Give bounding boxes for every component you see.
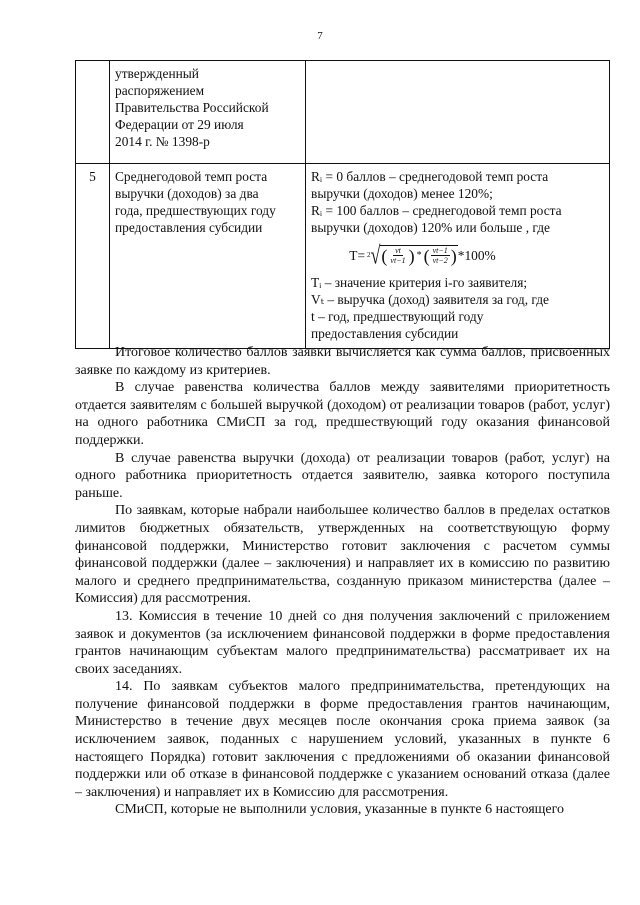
paragraph: СМиСП, которые не выполнили условия, указанные в пункте 6 настоящего [115,802,565,818]
body-text [75,344,610,819]
scoring-cell [306,164,610,349]
fraction-2 [431,246,450,265]
criterion-line: выручки (доходов) за два [115,186,259,201]
table-row [76,61,610,164]
fraction-2-numerator: vt−1 [432,246,448,255]
criterion-line: распоряжением [115,83,205,98]
paren-close-icon: ) [450,245,457,266]
fraction-1-denominator: vt−1 [390,256,406,265]
row-number: 5 [76,164,110,349]
paragraph: 14. По заявкам субъектов малого предпринимательства, претендующих на получение финансовой поддержки в форме предоставления грантов начинающим, Министерство в течение двух месяцев после окончания срока приема заявок (за исключением заявок, поданных с нарушением условий, указанных в пункте 6 настоящего Порядка) готовит заключения с предложениями об оказании финансовой поддержки или об отказе в финансовой поддержке с указанием оснований отказа (далее – заключения) и направляет их в Комиссию для рассмотрения. [75,679,610,800]
criterion-line: года, предшествующих году [115,203,276,218]
scoring-line: предоставления субсидии [311,326,459,341]
scoring-line: выручки (доходов) менее 120%; [311,186,493,201]
scoring-line: Tᵢ – значение критерия i-го заявителя; [311,275,528,290]
criterion-line: Правительства Российской [115,100,269,115]
criterion-line: утвержденный [115,66,199,81]
fraction-1 [388,246,407,265]
row-number [76,61,110,164]
paragraph: 13. Комиссия в течение 10 дней со дня получения заключений с приложением заявок и документов (за исключением финансовой поддержки в форме предоставления грантов начинающим субъектам малого предпринимательства) рассматривает их на своих заседаниях. [75,608,610,677]
radical-sign-icon: √ [370,241,381,269]
criterion-line: Федерации от 29 июля [115,117,244,132]
paragraph: По заявкам, которые набрали наибольшее количество баллов в пределах остатков лимитов бюджетных обязательств, утвержденных на соответствующую форму финансовой поддержки, Министерство готовит заключения с расчетом суммы финансовой поддержки (далее – заключения) и направляет их в комиссию по развитию малого и среднего предпринимательства, созданную приказом министерства (далее – Комиссия) для рассмотрения. [75,503,610,607]
criterion-line: Среднегодовой темп роста [115,169,268,184]
scoring-line: выручки (доходов) 120% или больше , где [311,220,551,235]
scoring-cell [306,61,610,164]
paren-open-icon: ( [381,245,388,266]
root-index: 2 [367,251,371,259]
paragraph: Итоговое количество баллов заявки вычисляется как сумма баллов, присвоенных заявке по каждому из критериев. [75,345,610,378]
fraction-2-denominator: vt−2 [432,256,448,265]
fraction-1-numerator: vt [395,246,401,255]
formula-suffix: *100% [457,247,496,263]
criteria-table [75,60,610,349]
criterion-line: предоставления субсидии [115,220,263,235]
criterion-name [110,61,306,164]
square-root [367,241,458,269]
growth-formula [311,236,604,274]
scoring-line: t – год, предшествующий году [311,309,484,324]
paragraph: В случае равенства выручки (дохода) от реализации товаров (работ, услуг) на одного работника приоритетность отдается заявителю, заявка которого поступила раньше. [75,450,610,501]
criterion-name [110,164,306,349]
scoring-line: Rᵢ = 0 баллов – среднегодовой темп роста [311,169,549,184]
radicand [380,245,457,265]
paren-open-icon: ( [423,245,430,266]
paren-close-icon: ) [408,245,415,266]
page-number: 7 [317,30,323,42]
criterion-line: 2014 г. № 1398-р [115,134,210,149]
scoring-line: Vₜ – выручка (доход) заявителя за год, где [311,292,549,307]
multiply-sign: * [416,250,422,261]
paragraph: В случае равенства количества баллов между заявителями приоритетность отдается заявителям с большей выручкой (доходом) от реализации товаров (работ, услуг) на одного работника СМиСП за год, предшествующий году оказания финансовой поддержки. [75,380,610,448]
formula-lhs: T= [349,247,366,263]
table-row [76,164,610,349]
scoring-line: Rᵢ = 100 баллов – среднегодовой темп роста [311,203,562,218]
